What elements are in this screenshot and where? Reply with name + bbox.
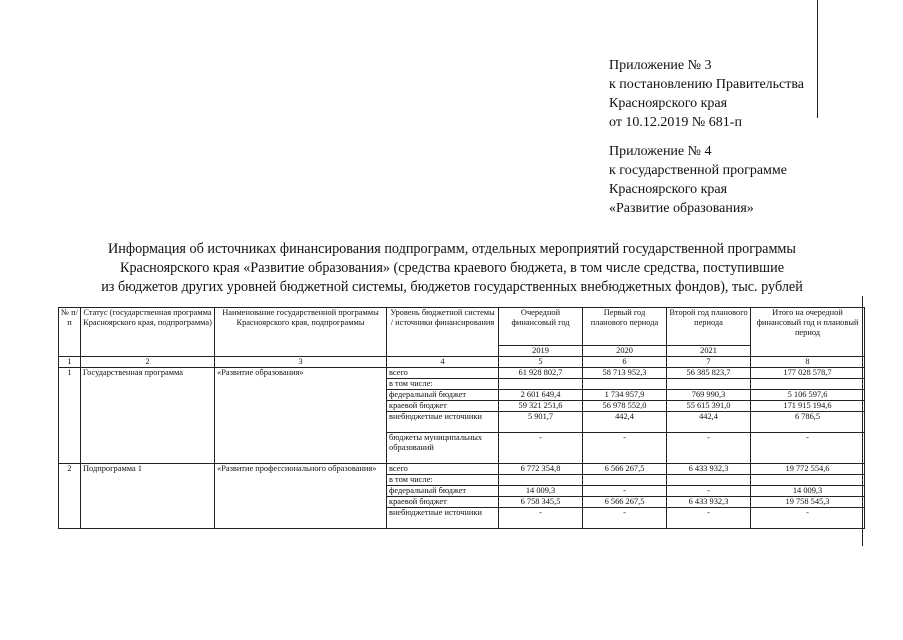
table-row [59,368,865,379]
row-program-name: «Развитие образования» [215,368,387,464]
row-year2-value: 56 978 552,0 [583,401,667,412]
appendix-4-line: к государственной программе [609,163,787,178]
appendix-3-line: Красноярского края [609,96,728,111]
row-status: Государственная программа [81,368,215,464]
header-year1-value: 2019 [499,346,583,357]
row-year3-value: 55 615 391,0 [667,401,751,412]
row-year1-value: - [499,508,583,529]
row-funding-level: в том числе: [387,475,499,486]
row-funding-level: федеральный бюджет [387,390,499,401]
appendix-4-line: Красноярского края [609,182,728,197]
appendix-3-line: от 10.12.2019 № 681-п [609,115,742,130]
header-name: Наименование государственной программы Красноярского края, подпрограммы [215,308,387,357]
row-total-value: 14 009,3 [751,486,865,497]
row-year3-value: 442,4 [667,412,751,433]
column-number: 5 [499,357,583,368]
header-level: Уровень бюджетной системы / источники финансирования [387,308,499,357]
header-year2-value: 2020 [583,346,667,357]
row-total-value: 177 028 578,7 [751,368,865,379]
row-funding-level: в том числе: [387,379,499,390]
header-year1: Очередной финансовый год [499,308,583,346]
row-year1-value: 2 601 649,4 [499,390,583,401]
row-funding-level: краевой бюджет [387,497,499,508]
row-number: 1 [59,368,81,464]
table-header-row [59,308,865,346]
column-number: 4 [387,357,499,368]
header-num: № п/п [59,308,81,357]
row-year2-value: 6 566 267,5 [583,497,667,508]
header-year2: Первый год планового периода [583,308,667,346]
row-year1-value: - [499,433,583,464]
row-year2-value [583,379,667,390]
row-total-value: 6 786,5 [751,412,865,433]
row-total-value: - [751,508,865,529]
row-year3-value: - [667,508,751,529]
row-year1-value: 59 321 251,6 [499,401,583,412]
row-total-value: 19 772 554,6 [751,464,865,475]
appendix-3-line: к постановлению Правительства [609,77,805,92]
row-funding-level: краевой бюджет [387,401,499,412]
appendix-3-title: Приложение № 3 [609,58,712,73]
row-number: 2 [59,464,81,529]
row-year3-value [667,379,751,390]
row-year1-value [499,379,583,390]
row-funding-level: внебюджетные источники [387,508,499,529]
row-funding-level: внебюджетные источники [387,412,499,433]
header-status: Статус (государственная программа Красноярского края, подпрограмма) [81,308,215,357]
row-year3-value: 769 990,3 [667,390,751,401]
row-funding-level: всего [387,464,499,475]
row-status: Подпрограмма 1 [81,464,215,529]
row-year2-value: 6 566 267,5 [583,464,667,475]
document-title [40,240,864,297]
scan-edge-line [817,0,818,118]
row-year1-value: 5 901,7 [499,412,583,433]
document-title-line: Красноярского края «Развитие образования» (средства краевого бюджета, в том числе средства, поступившие [120,260,784,276]
row-year3-value: - [667,433,751,464]
row-year2-value: 442,4 [583,412,667,433]
row-year1-value: 61 928 802,7 [499,368,583,379]
column-number: 2 [81,357,215,368]
column-number: 6 [583,357,667,368]
column-number: 1 [59,357,81,368]
row-year1-value: 14 009,3 [499,486,583,497]
row-year2-value: 1 734 957,9 [583,390,667,401]
appendix-4-line: «Развитие образования» [609,201,754,216]
financing-table [58,307,865,529]
appendix-3-block [609,56,804,132]
header-total: Итого на очередной финансовый год и плановый период [751,308,865,357]
row-total-value [751,379,865,390]
appendix-4-title: Приложение № 4 [609,144,712,159]
row-year3-value: 56 385 823,7 [667,368,751,379]
document-title-line: Информация об источниках финансирования подпрограмм, отдельных мероприятий государственной программы [108,241,796,257]
row-year1-value [499,475,583,486]
row-year2-value: - [583,486,667,497]
header-year3: Второй год планового периода [667,308,751,346]
row-year1-value: 6 772 354,8 [499,464,583,475]
row-year1-value: 6 758 345,5 [499,497,583,508]
row-total-value: 171 915 194,6 [751,401,865,412]
row-total-value [751,475,865,486]
row-funding-level: бюджеты муниципальных образований [387,433,499,464]
row-year3-value: - [667,486,751,497]
row-funding-level: всего [387,368,499,379]
document-title-line: из бюджетов других уровней бюджетной системы, бюджетов государственных внебюджетных фондов), тыс. рублей [101,279,803,295]
appendix-4-block [609,142,787,218]
row-total-value: - [751,433,865,464]
row-year3-value: 6 433 932,3 [667,497,751,508]
column-number: 3 [215,357,387,368]
row-year2-value: 58 713 952,3 [583,368,667,379]
row-funding-level: федеральный бюджет [387,486,499,497]
header-year3-value: 2021 [667,346,751,357]
column-number: 8 [751,357,865,368]
row-year2-value: - [583,508,667,529]
row-year2-value: - [583,433,667,464]
row-year2-value [583,475,667,486]
row-program-name: «Развитие профессионального образования» [215,464,387,529]
column-number-row [59,357,865,368]
table-row [59,464,865,475]
column-number: 7 [667,357,751,368]
row-year3-value [667,475,751,486]
row-total-value: 5 106 597,6 [751,390,865,401]
row-year3-value: 6 433 932,3 [667,464,751,475]
row-total-value: 19 758 545,3 [751,497,865,508]
